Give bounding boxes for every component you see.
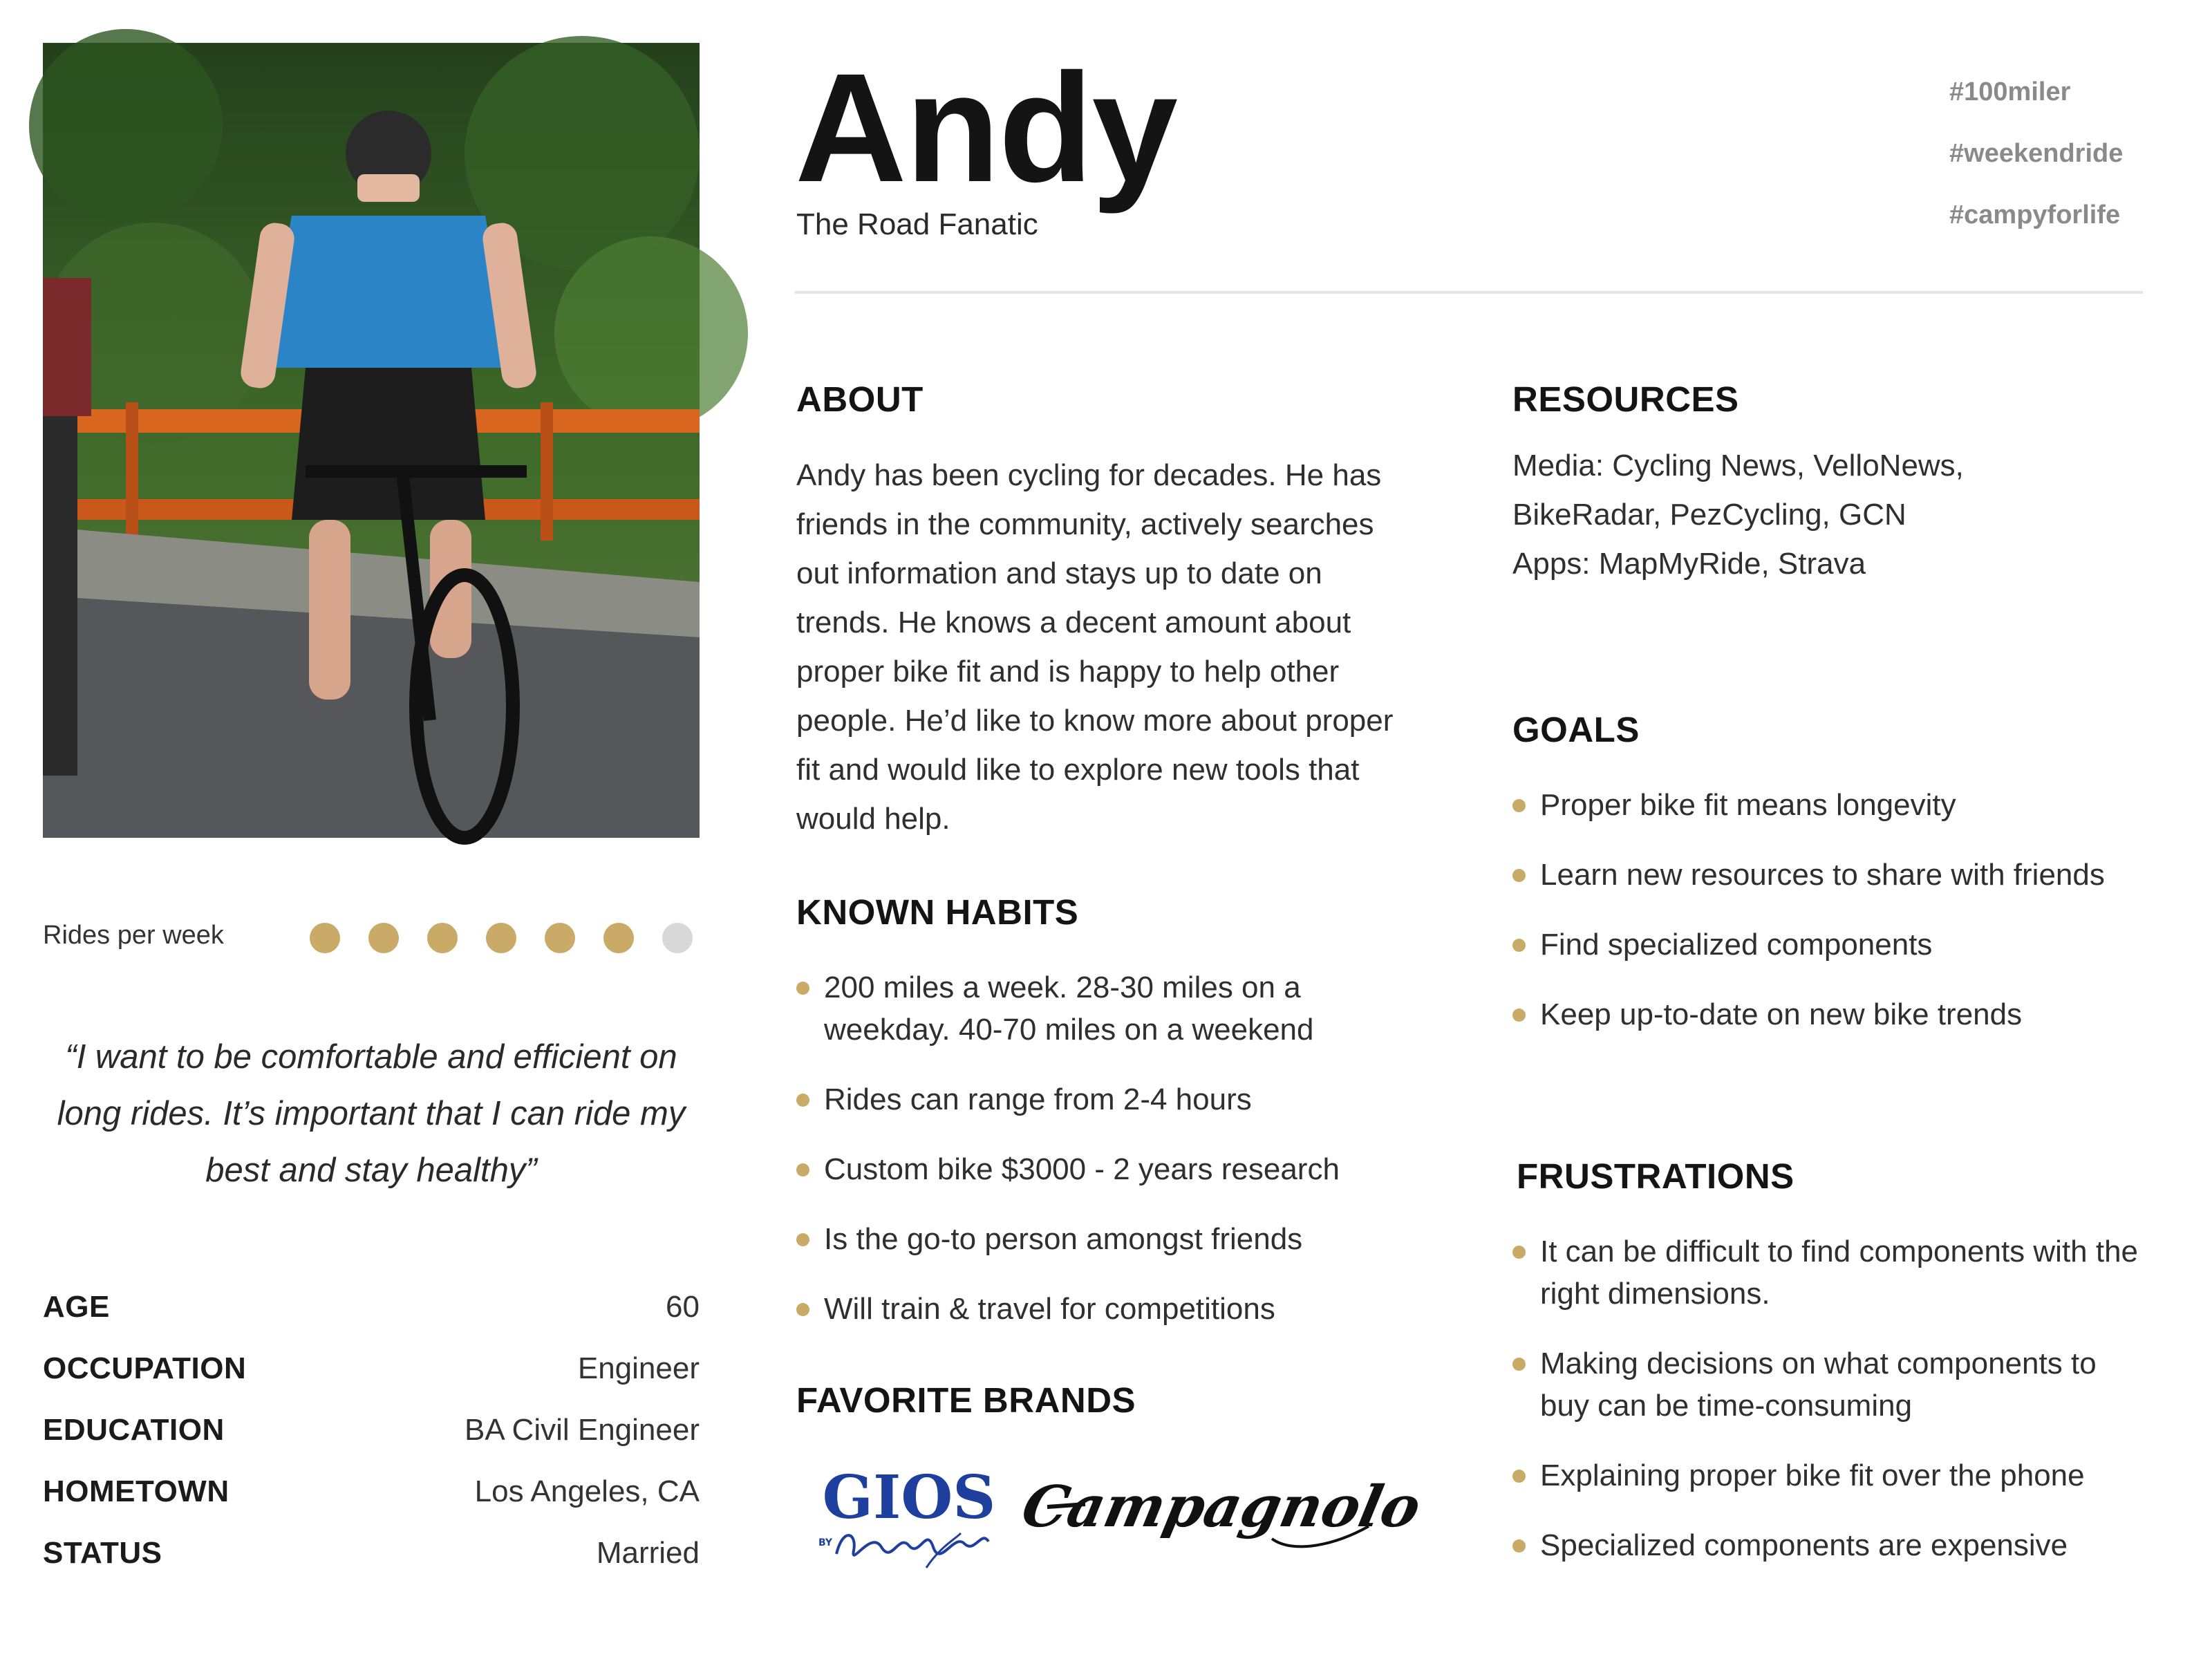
known-habits-list [796, 966, 1418, 1358]
rating-dot-filled [486, 923, 516, 953]
persona-facts [43, 1276, 700, 1584]
fact-key: STATUS [43, 1535, 162, 1570]
list-item: Specialized components are expensive [1512, 1524, 2148, 1566]
list-item: Rides can range from 2-4 hours [796, 1078, 1418, 1121]
svg-text:BY: BY [818, 1537, 833, 1548]
gios-logo [816, 1464, 1002, 1575]
list-item: Will train & travel for competitions [796, 1288, 1418, 1330]
hashtag: #100miler [1949, 77, 2071, 106]
persona-tagline: The Road Fanatic [796, 207, 1038, 241]
goals-heading: GOALS [1512, 710, 1640, 749]
fact-value: Married [596, 1535, 700, 1570]
frustrations-heading: FRUSTRATIONS [1517, 1156, 1794, 1196]
hashtag-list [1949, 77, 2123, 262]
fact-row-occupation [43, 1338, 700, 1399]
fact-key: OCCUPATION [43, 1351, 247, 1385]
known-habits-heading: KNOWN HABITS [796, 892, 1079, 932]
fact-value: BA Civil Engineer [465, 1412, 700, 1447]
fact-value: Los Angeles, CA [474, 1474, 700, 1508]
persona-photo [43, 43, 700, 838]
list-item: Making decisions on what components to buy can be time-consuming [1512, 1342, 2148, 1427]
persona-quote: “I want to be comfortable and efficient on long rides. It’s important that I can ride my best and stay healthy” [57, 1038, 686, 1189]
hashtag: #campyforlife [1949, 200, 2121, 229]
rating-dot-filled [545, 923, 575, 953]
resources-heading: RESOURCES [1512, 379, 1739, 419]
list-item: 200 miles a week. 28-30 miles on a weekday. 40-70 miles on a weekend [796, 966, 1418, 1051]
rides-per-week-rating [310, 923, 693, 953]
about-heading: ABOUT [796, 379, 924, 419]
persona-name: Andy [795, 41, 1177, 214]
list-item: Explaining proper bike fit over the phone [1512, 1454, 2148, 1497]
fact-row-status [43, 1522, 700, 1584]
hashtag: #weekendride [1949, 139, 2124, 168]
rides-per-week-label: Rides per week [43, 921, 224, 950]
list-item: Find specialized components [1512, 924, 2148, 966]
fact-row-hometown [43, 1461, 700, 1522]
svg-text:Campagnolo: Campagnolo [1016, 1472, 1427, 1540]
favorite-brands-heading: FAVORITE BRANDS [796, 1380, 1136, 1420]
rating-dot-filled [427, 923, 458, 953]
fact-row-education [43, 1399, 700, 1461]
fact-row-age [43, 1276, 700, 1338]
list-item: Keep up-to-date on new bike trends [1512, 993, 2148, 1035]
list-item: It can be difficult to find components with the right dimensions. [1512, 1230, 2148, 1315]
header-divider [795, 291, 2143, 294]
resources-text [1512, 441, 2135, 588]
list-item: Learn new resources to share with friends [1512, 854, 2148, 896]
resources-line: BikeRadar, PezCycling, GCN [1512, 498, 1906, 532]
resources-line: Apps: MapMyRide, Strava [1512, 547, 1866, 581]
fact-key: AGE [43, 1289, 110, 1324]
campagnolo-logo [1016, 1464, 1427, 1561]
list-item: Custom bike $3000 - 2 years research [796, 1148, 1418, 1190]
goals-list [1512, 784, 2148, 1063]
fact-value: Engineer [577, 1351, 700, 1385]
fact-key: EDUCATION [43, 1412, 225, 1447]
rating-dot-filled [603, 923, 634, 953]
resources-line: Media: Cycling News, VelloNews, [1512, 449, 1964, 482]
about-text: Andy has been cycling for decades. He has friends in the community, actively searches out information and stays up to date on trends. He knows a decent amount about proper bike fit and is happy to help other people. He’d like to know more about proper fit and would like to explore new tools that would help. [796, 458, 1394, 836]
rating-dot-filled [310, 923, 340, 953]
rating-dot-empty [662, 923, 693, 953]
fact-key: HOMETOWN [43, 1474, 229, 1508]
rating-dot-filled [368, 923, 399, 953]
frustrations-list [1512, 1230, 2148, 1594]
list-item: Proper bike fit means longevity [1512, 784, 2148, 826]
fact-value: 60 [666, 1289, 700, 1324]
list-item: Is the go-to person amongst friends [796, 1218, 1418, 1260]
svg-text:GIOS: GIOS [822, 1463, 996, 1533]
